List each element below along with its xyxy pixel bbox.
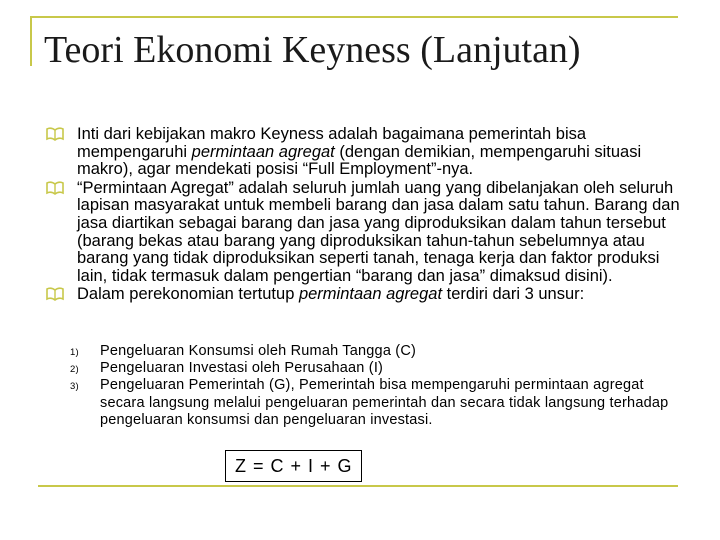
list-item-text: Pengeluaran Investasi oleh Perusahaan (I) — [100, 360, 384, 377]
list-item — [62, 343, 682, 360]
list-item-text: Pengeluaran Konsumsi oleh Rumah Tangga (C) — [100, 343, 417, 359]
bullet-item — [44, 180, 684, 286]
list-item — [62, 360, 682, 377]
list-item — [62, 377, 682, 429]
list-number: 2) — [70, 364, 79, 376]
open-book-icon — [46, 127, 64, 143]
bullet-text: Dalam perekonomian tertutup permintaan agregat terdiri dari 3 unsur: — [77, 285, 585, 304]
open-book-icon — [46, 181, 64, 197]
bullet-list — [44, 126, 684, 305]
list-item-text: Pengeluaran Pemerintah (G), Pemerintah bisa mempengaruhi permintaan agregat secara langsung melalui pengeluaran pemerintah dan secara tidak langsung terhadap pengeluaran konsumsi dan pengeluaran investasi. — [100, 377, 669, 428]
bullet-text: Inti dari kebijakan makro Keyness adalah bagaimana pemerintah bisa mempengaruhi permintaan agregat (dengan demikian, mempengaruhi situasi makro), agar mendekati posisi “Full Employment”-nya. — [77, 125, 642, 179]
bullet-item — [44, 126, 684, 179]
accent-rule-top — [30, 16, 678, 18]
open-book-icon — [46, 287, 64, 303]
formula-box: Z = C + I + G — [225, 450, 362, 482]
list-number: 3) — [70, 381, 79, 393]
list-number: 1) — [70, 347, 79, 358]
bullet-text: “Permintaan Agregat” adalah seluruh jumlah uang yang dibelanjakan oleh seluruh lapisan masyarakat untuk membeli barang dan jasa dalam satu tahun. Barang dan jasa diartikan sebagai barang dan jasa yang diproduksikan dalam tahun tersebut (barang bekas atau barang yang diproduksikan tahun-tahun sebelumnya atau barang yang tidak diproduksikan seperti tanah, tenaga kerja dan faktor produksi lain, tidak termasuk dalam pengertian “barang dan jasa” dimaksud disini). — [77, 178, 680, 285]
accent-rule-left — [30, 16, 32, 66]
component-list — [62, 343, 682, 429]
accent-rule-bottom — [38, 485, 678, 487]
bullet-item — [44, 286, 684, 304]
slide-title: Teori Ekonomi Keyness (Lanjutan) — [44, 29, 581, 71]
